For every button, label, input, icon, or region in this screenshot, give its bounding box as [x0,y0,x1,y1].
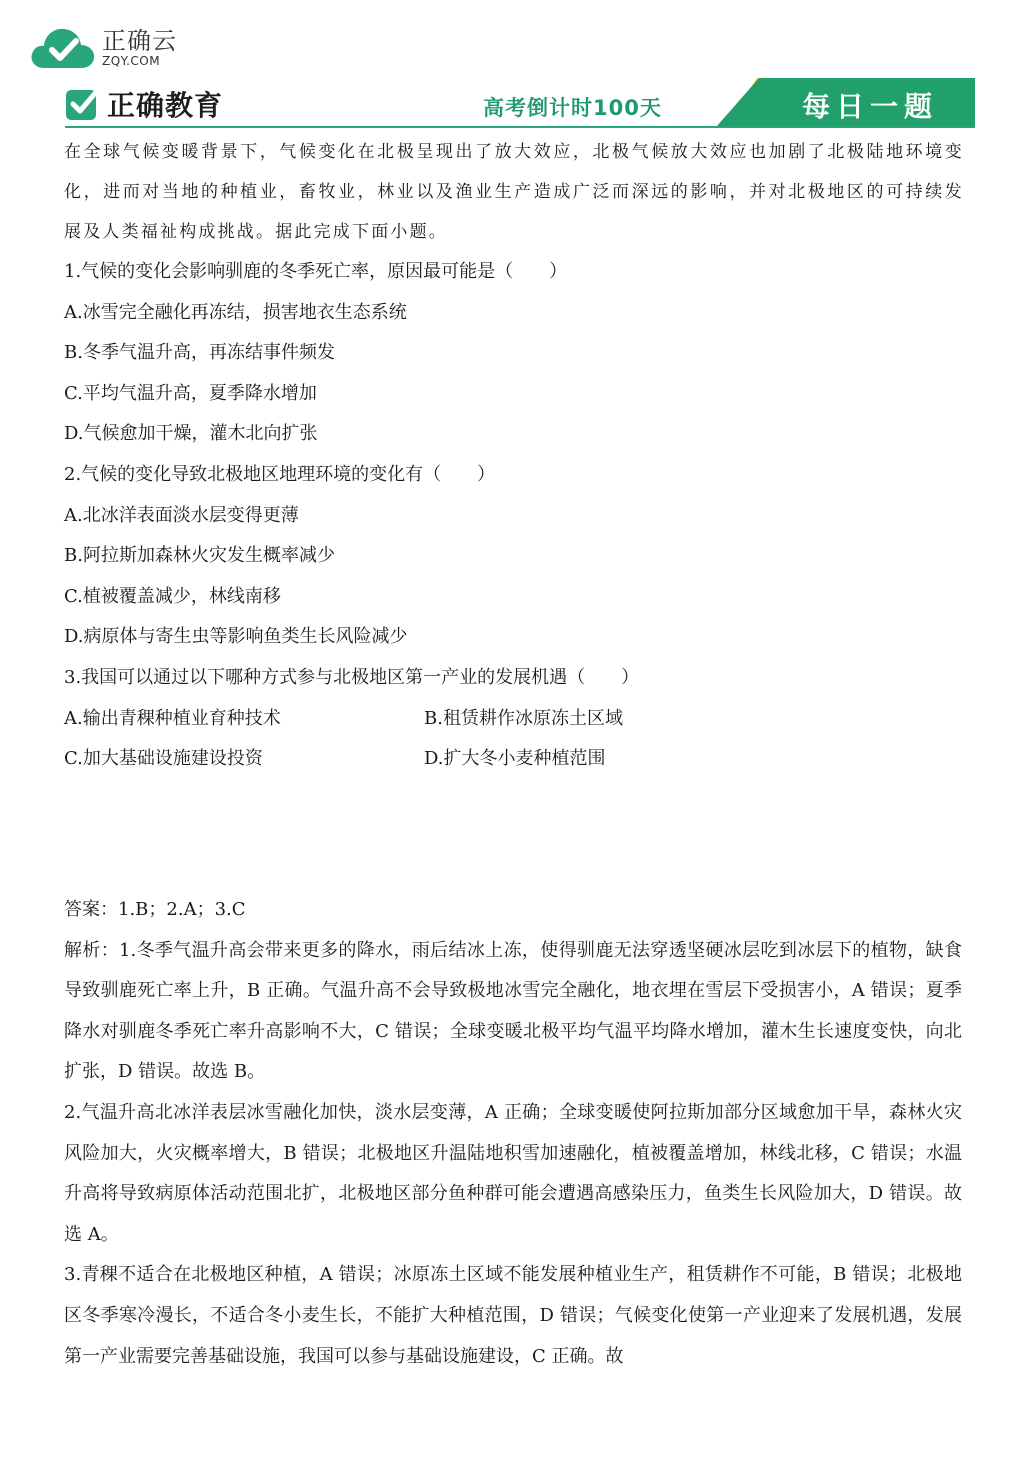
logo-name-cn: 正确云 [102,27,177,55]
option-1b: B.冬季气温升高，再冻结事件频发 [64,342,335,364]
answer-section [64,890,962,1377]
question-stem-1: 1.气候的变化会影响驯鹿的冬季死亡率，原因最可能是（ ） [64,261,568,282]
option-1a: A.冰雪完全融化再冻结，损害地衣生态系统 [64,301,407,323]
header-banner [65,76,975,132]
analysis-1: 解析：1.冬季气温升高会带来更多的降水，雨后结冰上冻，使得驯鹿无法穿透坚硬冰层吃到冰层下的植物，缺食导致驯鹿死亡率上升，B 正确。气温升高不会导致极地冰雪完全融化，地衣埋在雪层下受损害小，A 错误；夏季降水对驯鹿冬季死亡率升高影响不大，C 错误；全球变暖北极平均气温平均降水增加，灌木生长速度变快，向北扩张，D 错误。故选 B。 [64,939,962,1083]
brand [65,84,223,124]
option-1c: C.平均气温升高，夏季降水增加 [64,382,317,404]
option-3a: A.输出青稞种植业育种技术 [64,707,281,729]
option-1d: D.气候愈加干燥，灌木北向扩张 [64,423,318,445]
countdown-text: 高考倒计时100天 [483,96,662,120]
question-section [64,132,964,780]
daily-question-label: 每日一题 [801,90,938,123]
option-2b: B.阿拉斯加森林火灾发生概率减少 [64,545,335,567]
option-3c: C.加大基础设施建设投资 [64,748,263,770]
analysis-2: 2.气温升高北冰洋表层冰雪融化加快，淡水层变薄，A 正确；全球变暖使阿拉斯加部分区域愈加干旱，森林火灾风险加大，火灾概率增大，B 错误；北极地区升温陆地积雪加速融化，植被覆盖增加，林线北移，C 错误；水温升高将导致病原体活动范围北扩，北极地区部分鱼种群可能会遭遇高感染压力，鱼类生长风险加大，D 错误。故选 A。 [64,1101,962,1245]
checkbox-check-icon [65,87,99,121]
options-row-3ab [64,699,964,740]
option-3b: B.租赁耕作冰原冻土区域 [424,707,623,729]
answer-key: 答案：1.B；2.A；3.C [64,899,246,920]
logo-name-en: ZQY.COM [102,54,161,68]
brand-name: 正确教育 [107,89,224,122]
options-row-3cd [64,739,964,780]
option-2a: A.北冰洋表面淡水层变得更薄 [64,504,299,526]
site-logo[interactable] [30,24,190,74]
cloud-check-icon [30,24,96,72]
option-2d: D.病原体与寄生虫等影响鱼类生长风险减少 [64,626,408,648]
analysis-3: 3.青稞不适合在北极地区种植，A 错误；冰原冻土区域不能发展种植业生产，租赁耕作不可能，B 错误；北极地区冬季寒冷漫长，不适合冬小麦生长，不能扩大种植范围，D 错误；气候变化使第一产业迎来了发展机遇，发展第一产业需要完善基础设施，我国可以参与基础设施建设，C 正确。故 [64,1264,962,1367]
option-2c: C.植被覆盖减少，林线南移 [64,585,281,607]
question-stem-2: 2.气候的变化导致北极地区地理环境的变化有（ ） [64,463,496,485]
question-stem-3: 3.我国可以通过以下哪种方式参与北极地区第一产业的发展机遇（ ） [64,666,640,688]
header-divider [65,126,975,128]
intro-text: 在全球气候变暖背景下，气候变化在北极呈现出了放大效应，北极气候放大效应也加剧了北极陆地环境变化，进而对当地的种植业，畜牧业，林业以及渔业生产造成广泛而深远的影响，并对北极地区的可持续发展及人类福祉构成挑战。据此完成下面小题。 [64,142,964,242]
option-3d: D.扩大冬小麦种植范围 [424,748,606,770]
